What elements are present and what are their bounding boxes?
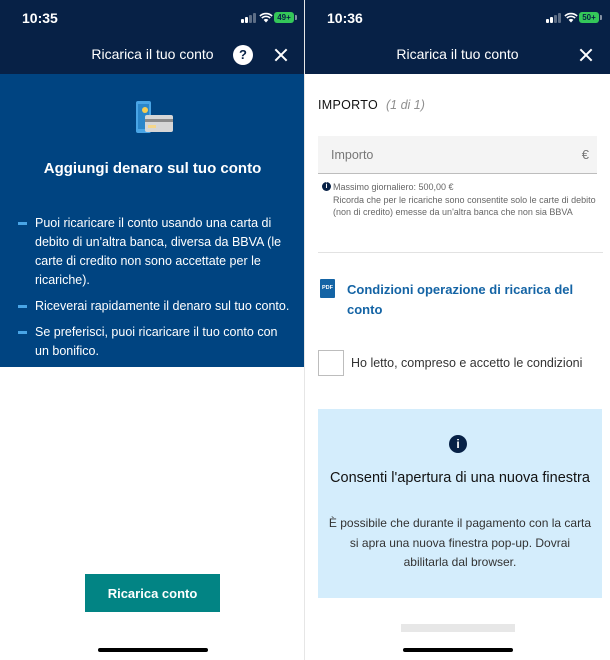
cellular-signal-icon — [546, 13, 561, 23]
divider — [318, 252, 603, 253]
home-indicator[interactable] — [98, 648, 208, 652]
placeholder-bar — [401, 624, 515, 632]
dash-marker-icon — [18, 222, 27, 225]
battery-icon: 50+ — [579, 12, 599, 23]
card-phone-icon — [134, 100, 176, 138]
page-title: Ricarica il tuo conto — [91, 46, 214, 62]
question-circle-icon[interactable]: ? — [233, 45, 253, 65]
status-time: 10:36 — [327, 10, 363, 26]
wifi-icon — [564, 12, 578, 23]
panel-title: Aggiungi denaro sul tuo conto — [43, 160, 262, 177]
daily-limit-text: Massimo giornaliero: 500,00 € — [333, 182, 454, 192]
debit-card-note: Ricorda che per le ricariche sono consentite solo le carte di debito (non di credito) emesse da un'altra banca che non sia BBVA — [333, 194, 596, 217]
list-item — [18, 214, 290, 290]
cellular-signal-icon — [241, 13, 256, 23]
intro-panel — [0, 74, 305, 367]
page-title: Ricarica il tuo conto — [396, 46, 519, 62]
accept-conditions-checkbox[interactable] — [318, 350, 344, 376]
list-item — [18, 323, 290, 361]
top-bar — [0, 36, 305, 74]
info-icon: i — [449, 435, 467, 453]
currency-symbol: € — [581, 147, 589, 162]
home-indicator[interactable] — [403, 648, 513, 652]
info-box-title: Consenti l'apertura di una nuova finestra — [330, 470, 590, 486]
wifi-icon — [259, 12, 273, 23]
popup-info-box — [318, 409, 602, 598]
amount-screen — [305, 0, 610, 660]
section-label: IMPORTO — [318, 98, 378, 112]
close-icon[interactable] — [270, 44, 292, 66]
dash-marker-icon — [18, 305, 27, 308]
bullet-text: Puoi ricaricare il conto usando una carta di debito di un'altra banca, diversa da BBVA (le carte di credito non sono accettate per le ricariche). — [35, 216, 282, 287]
battery-icon: 49+ — [274, 12, 294, 23]
pdf-file-icon[interactable]: PDF — [320, 279, 335, 298]
info-icon: i — [322, 182, 331, 191]
status-bar — [0, 0, 305, 36]
close-icon[interactable] — [575, 44, 597, 66]
amount-helper-text — [325, 181, 601, 219]
benefit-list — [18, 214, 290, 368]
status-time: 10:35 — [22, 10, 58, 26]
accept-conditions-label[interactable]: Ho letto, compreso e accetto le condizioni — [351, 356, 583, 370]
ricarica-conto-button[interactable]: Ricarica conto — [85, 574, 220, 612]
dash-marker-icon — [18, 331, 27, 334]
amount-section-label — [318, 98, 425, 112]
status-bar — [305, 0, 610, 36]
conditions-pdf-link[interactable]: Condizioni operazione di ricarica del conto — [347, 282, 574, 317]
amount-input[interactable] — [318, 136, 578, 173]
step-indicator: (1 di 1) — [385, 98, 425, 112]
info-box-text: È possibile che durante il pagamento con la carta si apra una nuova finestra pop-up. Dovrai abilitarla dal browser. — [328, 516, 592, 569]
bullet-text: Riceverai rapidamente il denaro sul tuo conto. — [35, 299, 290, 313]
amount-field[interactable] — [318, 136, 597, 174]
list-item — [18, 297, 290, 316]
top-bar — [305, 36, 610, 74]
bullet-text: Se preferisci, puoi ricaricare il tuo conto con un bonifico. — [35, 325, 278, 358]
